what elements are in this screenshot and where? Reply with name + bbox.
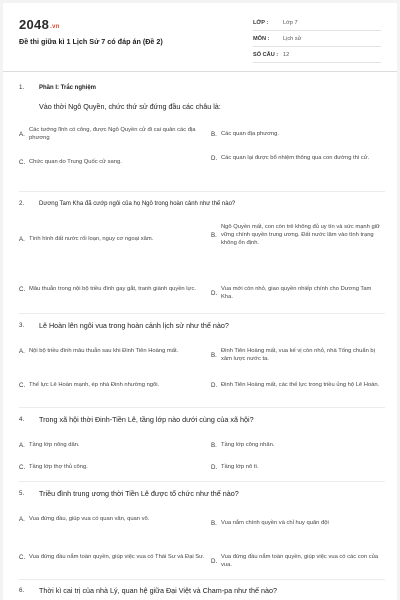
question-divider (19, 579, 385, 580)
question-2 (19, 199, 385, 319)
option-letter: D. (211, 154, 218, 162)
exam-title: Đề thi giữa kì 1 Lịch Sử 7 có đáp án (Đề 2) (19, 37, 163, 46)
logo-text: 2048 (19, 17, 50, 32)
section-heading (19, 83, 385, 93)
meta-value: 12 (283, 51, 290, 58)
question-4 (19, 415, 385, 471)
meta-key: SỐ CÂU : (253, 51, 279, 58)
option-text: Tầng lớp nô tì. (221, 464, 259, 470)
exam-meta-table (253, 15, 381, 63)
question-6 (19, 586, 385, 596)
option-text: Chức quan do Trung Quốc cử sang. (29, 159, 122, 165)
option-text: Mâu thuẫn trong nội bộ triều đình gay gắt, tranh giành quyền lực. (29, 286, 196, 292)
question-text: Thời kì cai trị của nhà Lý, quan hệ giữa Đại Việt và Cham-pa như thế nào? (39, 586, 277, 595)
option-text: Nội bộ triều đình mâu thuẫn sau khi Đinh Tiên Hoàng mất. (29, 348, 179, 354)
meta-row-count (253, 47, 381, 63)
option-a[interactable] (19, 235, 207, 243)
exam-header (3, 3, 397, 65)
option-a[interactable] (19, 347, 207, 355)
option-letter: A. (19, 515, 25, 523)
option-text: Đinh Tiên Hoàng mất, vua kế vị còn nhỏ, nhà Tống chuẩn bị xâm lược nước ta. (221, 348, 375, 362)
option-text: Vua mới còn nhỏ, giao quyền nhiếp chính cho Dương Tam Kha. (221, 286, 372, 300)
meta-key: MÔN : (253, 35, 270, 42)
option-letter: A. (19, 347, 25, 355)
question-options (19, 331, 385, 401)
meta-row-subject (253, 31, 381, 47)
option-text: Tầng lớp nông dân. (29, 442, 80, 448)
option-letter: B. (211, 130, 217, 138)
section-number: 1. (19, 84, 25, 91)
option-a[interactable] (19, 441, 207, 449)
site-logo[interactable] (19, 17, 60, 32)
option-letter: A. (19, 235, 25, 243)
option-c[interactable] (19, 158, 207, 166)
option-text: Vua đứng đầu nắm toàn quyền, giúp việc vua có Thái Sư và Đại Sư. (29, 554, 205, 560)
question-text: Dương Tam Kha đã cướp ngôi của họ Ngô trong hoàn cảnh như thế nào? (39, 201, 236, 207)
option-c[interactable] (19, 381, 207, 389)
option-letter: C. (19, 158, 26, 166)
option-d[interactable] (211, 381, 381, 389)
option-d[interactable] (211, 553, 381, 569)
option-c[interactable] (19, 285, 207, 293)
option-letter: D. (211, 463, 218, 471)
option-d[interactable] (211, 285, 381, 301)
option-letter: B. (211, 351, 217, 359)
option-b[interactable] (211, 347, 381, 363)
question-divider (19, 481, 385, 482)
meta-key: LỚP : (253, 19, 269, 26)
question-5 (19, 489, 385, 575)
option-text: Vua nắm chính quyền và chỉ huy quân đội (221, 520, 329, 526)
option-letter: A. (19, 441, 25, 449)
logo-suffix: .vn (50, 24, 60, 30)
option-text: Các quan địa phương. (221, 131, 279, 137)
option-letter: B. (211, 519, 217, 527)
meta-value: Lớp 7 (283, 19, 298, 26)
question-text: Lê Hoàn lên ngôi vua trong hoàn cảnh lịch sử như thế nào? (39, 321, 229, 330)
option-text: Các quan lại được bổ nhiệm thông qua con đường thi cử. (221, 155, 370, 161)
question-number: 4. (19, 416, 25, 423)
option-letter: D. (211, 289, 218, 297)
question-divider (19, 407, 385, 408)
option-letter: C. (19, 463, 26, 471)
option-letter: C. (19, 553, 26, 561)
option-text: Thế lực Lê Hoàn mạnh, ép nhà Đinh nhường ngôi. (29, 382, 160, 388)
option-letter: C. (19, 381, 26, 389)
option-a[interactable] (19, 126, 207, 142)
question-text: Triều đình trung ương thời Tiền Lê được tổ chức như thế nào? (39, 489, 239, 498)
option-text: Tình hình đất nước rối loạn, nguy cơ ngoại xâm. (29, 236, 154, 242)
meta-row-class (253, 15, 381, 31)
option-letter: B. (211, 441, 217, 449)
option-text: Tầng lớp công nhân. (221, 442, 275, 448)
option-b[interactable] (211, 130, 381, 138)
option-c[interactable] (19, 463, 207, 471)
option-c[interactable] (19, 553, 207, 561)
option-text: Đinh Tiên Hoàng mất, các thế lực trong triều ủng hộ Lê Hoàn. (221, 382, 380, 388)
option-letter: B. (211, 231, 217, 239)
option-b[interactable] (211, 223, 381, 247)
question-number (19, 102, 39, 112)
question-options (19, 112, 385, 168)
option-text: Vua đứng đầu nắm toàn quyền, giúp việc vua có các con của vua. (221, 554, 379, 568)
question-options (19, 425, 385, 471)
section-title: Phần I: Trắc nghiệm (39, 85, 97, 91)
option-letter: D. (211, 381, 218, 389)
question-text: Trong xã hội thời Đinh-Tiền Lê, tầng lớp nào dưới cùng của xã hội? (39, 415, 254, 424)
exam-page (3, 3, 397, 600)
question-1 (19, 102, 385, 168)
header-divider (3, 71, 397, 72)
option-letter: C. (19, 285, 26, 293)
option-text: Tầng lớp thợ thủ công. (29, 464, 88, 470)
option-text: Vua đứng đầu, giúp vua có quan văn, quan võ. (29, 516, 150, 522)
question-options (19, 499, 385, 575)
option-b[interactable] (211, 519, 381, 527)
question-divider (19, 313, 385, 314)
question-number: 6. (19, 587, 25, 594)
option-d[interactable] (211, 463, 381, 471)
question-options (19, 209, 385, 319)
option-text: Các tướng lĩnh có công, được Ngô Quyền cử đi cai quản các địa phương (29, 127, 196, 141)
question-number: 3. (19, 322, 25, 329)
option-letter: A. (19, 130, 25, 138)
question-text: Vào thời Ngô Quyền, chức thứ sử đứng đầu các châu là: (39, 102, 221, 111)
meta-value: Lịch sử (283, 35, 302, 42)
question-number: 5. (19, 490, 25, 497)
question-number: 2. (19, 200, 25, 207)
option-text: Ngô Quyền mất, con còn trẻ không đủ uy tín và sức mạnh giữ vững chính quyền trung ương. Đất nước lâm vào tình trạng không ổn định. (221, 224, 380, 246)
option-b[interactable] (211, 441, 381, 449)
question-3 (19, 321, 385, 401)
question-divider (19, 191, 385, 192)
option-letter: D. (211, 557, 218, 565)
option-a[interactable] (19, 515, 207, 523)
option-d[interactable] (211, 154, 381, 162)
